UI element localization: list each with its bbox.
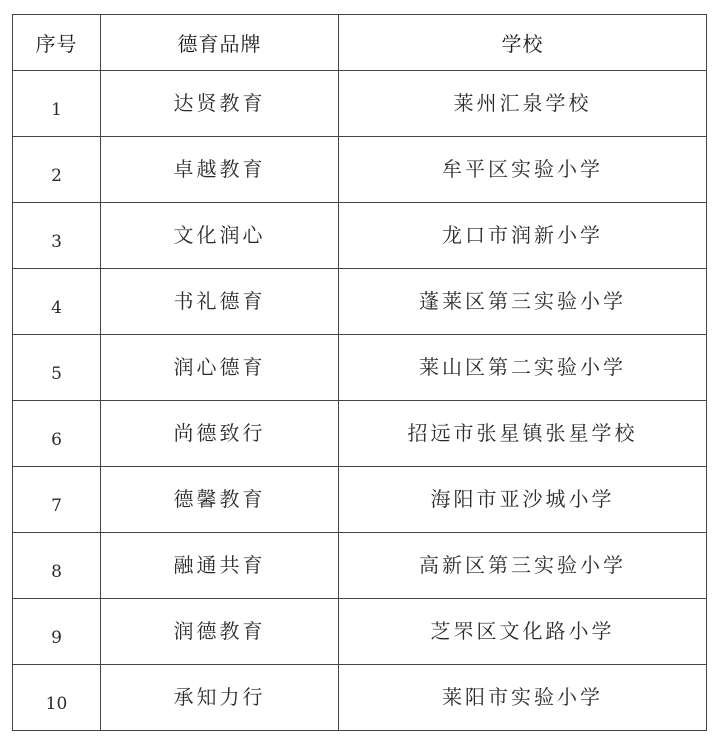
row-index-cell <box>13 599 101 665</box>
row-school-cell <box>339 401 707 467</box>
row-school-cell <box>339 137 707 203</box>
row-school: 牟平区实验小学 <box>442 157 603 181</box>
row-index: 3 <box>51 231 62 252</box>
header-brand: 德育品牌 <box>101 15 339 71</box>
table-row <box>13 467 707 533</box>
row-school: 龙口市润新小学 <box>442 223 603 247</box>
table-row <box>13 137 707 203</box>
row-index: 9 <box>51 627 62 648</box>
row-school-cell <box>339 467 707 533</box>
row-brand-cell <box>101 269 339 335</box>
row-index: 8 <box>51 561 62 582</box>
row-school-cell <box>339 335 707 401</box>
row-index-cell <box>13 71 101 137</box>
row-brand: 卓越教育 <box>173 157 266 181</box>
row-brand: 德馨教育 <box>173 487 266 511</box>
row-school-cell <box>339 203 707 269</box>
row-brand: 书礼德育 <box>173 289 266 313</box>
row-brand: 达贤教育 <box>173 91 266 115</box>
table-row <box>13 71 707 137</box>
row-index: 7 <box>51 495 62 516</box>
row-brand-cell <box>101 665 339 731</box>
table-row <box>13 665 707 731</box>
row-index-cell <box>13 335 101 401</box>
row-school-cell <box>339 71 707 137</box>
row-brand: 润德教育 <box>173 619 266 643</box>
row-brand-cell <box>101 137 339 203</box>
row-index-cell <box>13 467 101 533</box>
row-index-cell <box>13 203 101 269</box>
row-brand-cell <box>101 335 339 401</box>
row-brand-cell <box>101 533 339 599</box>
row-index: 1 <box>51 99 62 120</box>
school-brand-table <box>12 14 707 731</box>
header-school: 学校 <box>339 15 707 71</box>
row-school: 莱州汇泉学校 <box>453 91 592 115</box>
row-brand: 融通共育 <box>173 553 266 577</box>
row-school: 芝罘区文化路小学 <box>430 619 615 643</box>
row-brand-cell <box>101 401 339 467</box>
row-index: 10 <box>45 693 68 714</box>
table-row <box>13 269 707 335</box>
row-brand: 承知力行 <box>173 685 266 709</box>
row-school-cell <box>339 665 707 731</box>
row-index: 2 <box>51 165 62 186</box>
row-index-cell <box>13 137 101 203</box>
row-index: 4 <box>51 297 62 318</box>
row-brand: 尚德致行 <box>173 421 266 445</box>
row-brand-cell <box>101 599 339 665</box>
table-row <box>13 335 707 401</box>
row-school: 莱阳市实验小学 <box>442 685 603 709</box>
table-row <box>13 533 707 599</box>
row-index-cell <box>13 533 101 599</box>
row-school: 莱山区第二实验小学 <box>419 355 626 379</box>
row-school-cell <box>339 599 707 665</box>
row-brand-cell <box>101 467 339 533</box>
row-school-cell <box>339 533 707 599</box>
row-index: 5 <box>51 363 62 384</box>
row-school: 蓬莱区第三实验小学 <box>419 289 626 313</box>
table-row <box>13 599 707 665</box>
row-school: 招远市张星镇张星学校 <box>407 421 638 445</box>
table-row <box>13 203 707 269</box>
row-index: 6 <box>51 429 62 450</box>
row-brand-cell <box>101 71 339 137</box>
row-school: 海阳市亚沙城小学 <box>430 487 615 511</box>
row-index-cell <box>13 401 101 467</box>
row-brand-cell <box>101 203 339 269</box>
header-index: 序号 <box>13 15 101 71</box>
row-index-cell <box>13 665 101 731</box>
table-header-row <box>13 15 707 71</box>
row-brand: 润心德育 <box>173 355 266 379</box>
row-brand: 文化润心 <box>173 223 266 247</box>
table-row <box>13 401 707 467</box>
row-school-cell <box>339 269 707 335</box>
row-school: 高新区第三实验小学 <box>419 553 626 577</box>
row-index-cell <box>13 269 101 335</box>
